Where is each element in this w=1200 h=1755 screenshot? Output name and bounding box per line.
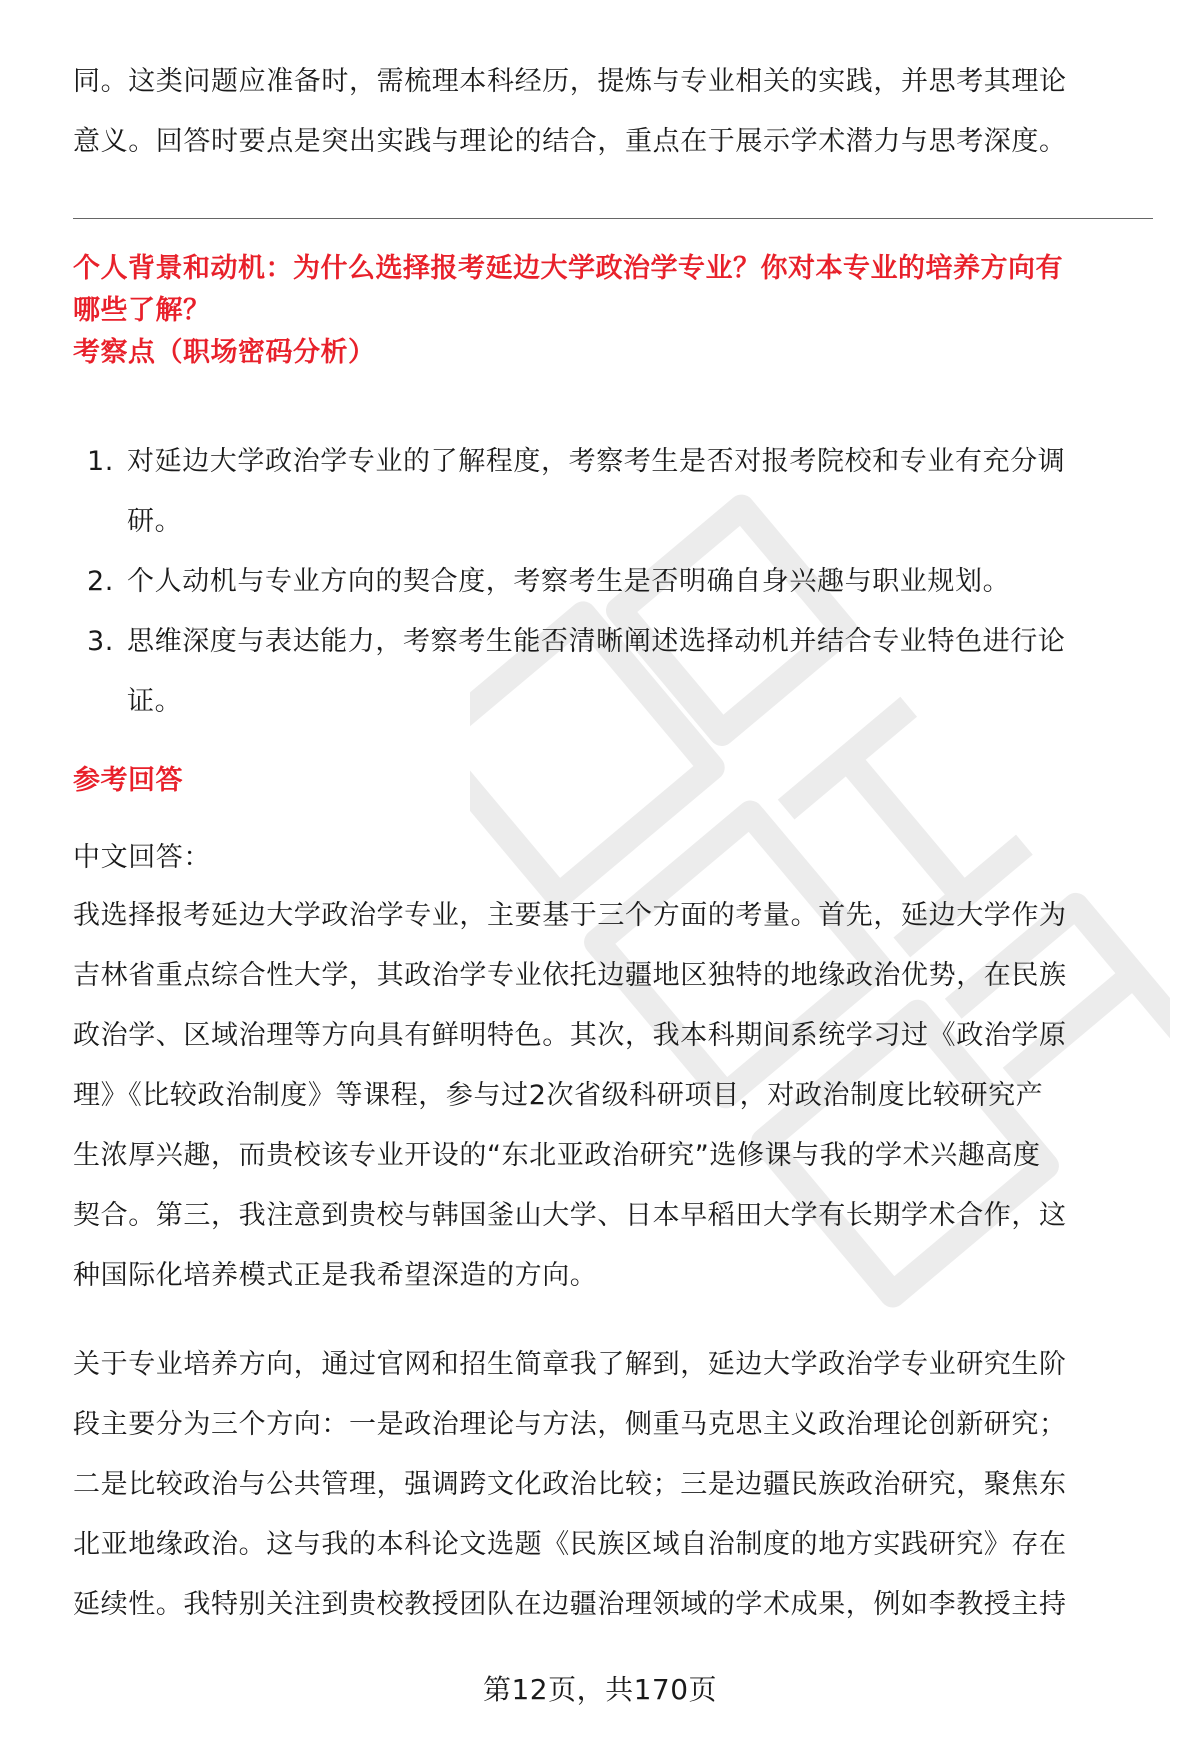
list-item <box>73 552 1145 612</box>
answer-line: 二是比较政治与公共管理，强调跨文化政治比较；三是边疆民族政治研究，聚焦东 <box>73 1469 1067 1500</box>
reference-answer <box>73 830 1145 1306</box>
answer-line: 种国际化培养模式正是我希望深造的方向。 <box>73 1260 598 1291</box>
list-item <box>73 432 1145 552</box>
list-item-number: 2. <box>87 566 114 597</box>
answer-line: 吉林省重点综合性大学，其政治学专业依托边疆地区独特的地缘政治优势，在民族 <box>73 960 1067 991</box>
section-divider <box>73 218 1153 219</box>
answer-label: 中文回答： <box>73 842 211 873</box>
list-item-number: 3. <box>87 626 114 657</box>
answer-line: 关于专业培养方向，通过官网和招生简章我了解到，延边大学政治学专业研究生阶 <box>73 1349 1067 1380</box>
answer-line: 北亚地缘政治。这与我的本科论文选题《民族区域自治制度的地方实践研究》存在 <box>73 1529 1067 1560</box>
list-item-number: 1. <box>87 446 114 477</box>
intro-paragraph <box>73 52 1145 172</box>
question-title <box>73 248 1145 332</box>
answer-line: 延续性。我特别关注到贵校教授团队在边疆治理领域的学术成果，例如李教授主持 <box>73 1589 1067 1620</box>
list-item-text: 研。 <box>127 506 183 537</box>
question-title-line: 哪些了解？ <box>73 295 211 326</box>
list-item-text: 个人动机与专业方向的契合度，考察考生是否明确自身兴趣与职业规划。 <box>127 566 1011 597</box>
answer-line: 生浓厚兴趣，而贵校该专业开设的“东北亚政治研究”选修课与我的学术兴趣高度 <box>73 1140 1041 1171</box>
list-item <box>73 612 1145 732</box>
intro-line: 同。这类问题应准备时，需梳理本科经历，提炼与专业相关的实践，并思考其理论 <box>73 66 1067 97</box>
list-item-text: 思维深度与表达能力，考察考生能否清晰阐述选择动机并结合专业特色进行论 <box>127 626 1066 657</box>
answer-line: 理》《比较政治制度》等课程，参与过2次省级科研项目，对政治制度比较研究产 <box>73 1080 1044 1111</box>
list-item-text: 对延边大学政治学专业的了解程度，考察考生是否对报考院校和专业有充分调 <box>127 446 1066 477</box>
reference-heading: 参考回答 <box>73 765 183 796</box>
reference-answer-continued <box>73 1335 1145 1635</box>
examination-heading: 考察点（职场密码分析） <box>73 337 376 368</box>
intro-line: 意义。回答时要点是突出实践与理论的结合，重点在于展示学术潜力与思考深度。 <box>73 126 1067 157</box>
answer-line: 我选择报考延边大学政治学专业，主要基于三个方面的考量。首先，延边大学作为 <box>73 900 1067 931</box>
examination-list <box>73 432 1145 732</box>
answer-line: 段主要分为三个方向：一是政治理论与方法，侧重马克思主义政治理论创新研究； <box>73 1409 1067 1440</box>
question-title-line: 个人背景和动机：为什么选择报考延边大学政治学专业？你对本专业的培养方向有 <box>73 253 1063 284</box>
answer-line: 政治学、区域治理等方向具有鲜明特色。其次，我本科期间系统学习过《政治学原 <box>73 1020 1067 1051</box>
list-item-text: 证。 <box>127 686 183 717</box>
page-number: 第12页，共170页 <box>482 1673 718 1706</box>
answer-line: 契合。第三，我注意到贵校与韩国釜山大学、日本早稻田大学有长期学术合作，这 <box>73 1200 1067 1231</box>
